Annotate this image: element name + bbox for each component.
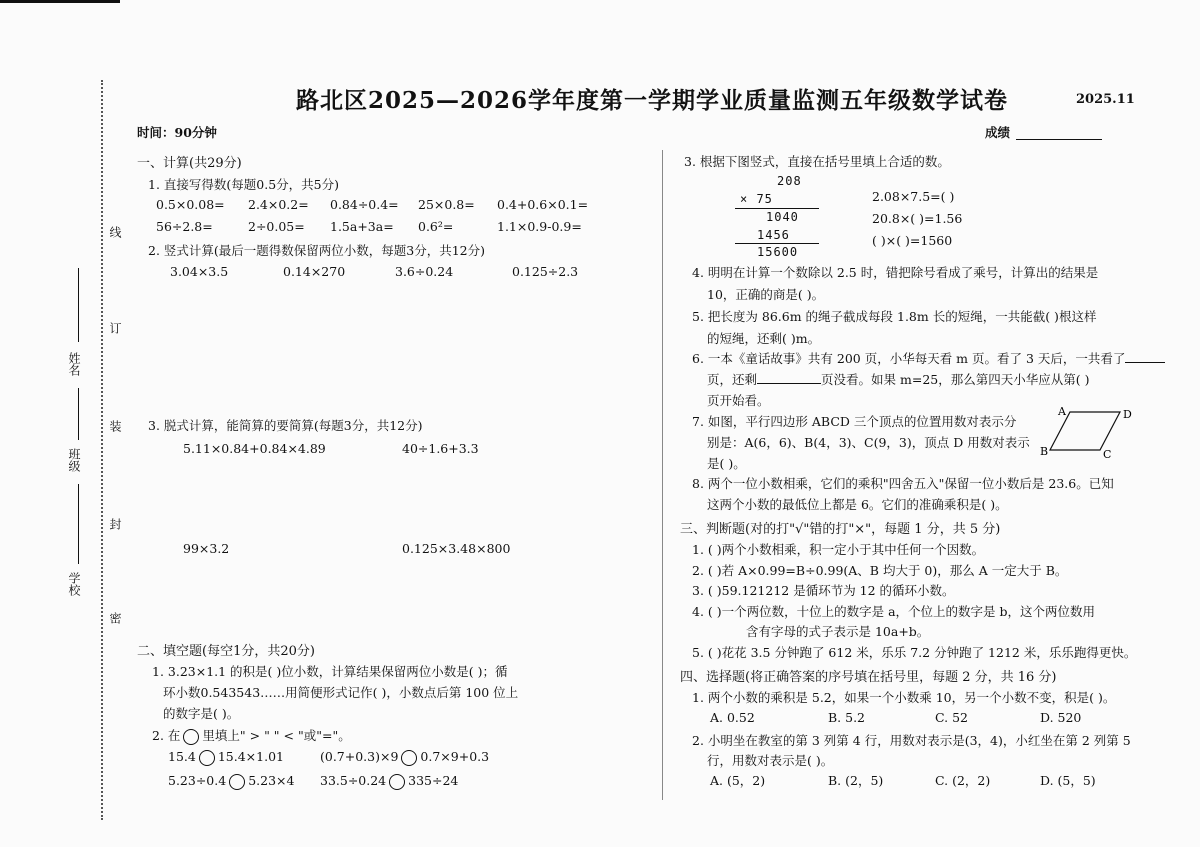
circle-icon xyxy=(183,729,199,745)
compare-left: (0.7+0.3)×9 xyxy=(320,749,399,764)
exam-date: 2025.11 xyxy=(1076,92,1135,107)
compare-circle[interactable] xyxy=(199,750,215,766)
judge-item: 3. ( )59.121212 是循环节为 12 的循环小数。 xyxy=(692,583,955,598)
compare-item xyxy=(320,773,458,790)
choice-q1: 1. 两个小数的乘积是 5.2，如果一个小数乘 10，另一个小数不变，积是( )。 xyxy=(692,690,1116,705)
r-q6-line3: 页开始看。 xyxy=(707,393,770,408)
q2-item: 0.14×270 xyxy=(283,264,346,279)
compare-circle[interactable] xyxy=(229,774,245,790)
seal-mark-feng: 封 xyxy=(108,518,122,530)
choice-option: A. (5，2) xyxy=(710,773,766,788)
seal-mark-xian: 线 xyxy=(108,226,122,238)
q2-item: 3.04×3.5 xyxy=(170,264,229,279)
r-q4-line1: 4. 明明在计算一个数除以 2.5 时，错把除号看成了乘号，计算出的结果是 xyxy=(692,265,1099,280)
vertical-calc-line: 1040 xyxy=(766,210,799,224)
fill-q1-line1: 1. 3.23×1.1 的积是( )位小数，计算结果保留两位小数是( )；循 xyxy=(152,664,508,679)
compare-item xyxy=(168,749,284,766)
r-q6-line1-text: 6. 一本《童话故事》共有 200 页，小华每天看 m 页。看了 3 天后，一共看了 xyxy=(692,351,1126,366)
score-label: 成绩 xyxy=(985,125,1011,140)
vertical-calc-line: 208 xyxy=(777,174,802,188)
class-blank[interactable] xyxy=(78,388,79,440)
section-3-heading: 三、判断题(对的打"√"错的打"×"，每题 1 分，共 5 分) xyxy=(680,522,1001,537)
q3-item: 40÷1.6+3.3 xyxy=(402,441,479,456)
r-q8-line1: 8. 两个一位小数相乘，它们的乘积"四舍五入"保留一位小数后是 23.6。已知 xyxy=(692,476,1114,491)
q1-item: 1.1×0.9-0.9= xyxy=(497,219,582,234)
r-q7-line3: 是( )。 xyxy=(707,456,746,471)
r-q3-answer: 20.8×( )=1.56 xyxy=(872,211,963,226)
r-q5-line2: 的短绳，还剩( )m。 xyxy=(707,331,821,346)
q3-item: 99×3.2 xyxy=(183,541,230,556)
q3-item: 0.125×3.48×800 xyxy=(402,541,511,556)
column-divider xyxy=(662,150,663,800)
q1-item: 0.84÷0.4= xyxy=(330,197,399,212)
vertex-label-b: B xyxy=(1040,445,1049,458)
compare-left: 5.23÷0.4 xyxy=(168,773,227,788)
judge-item-cont: 含有字母的式子表示是 10a+b。 xyxy=(746,624,930,639)
exam-title: 路北区2025—2026学年度第一学期学业质量监测五年级数学试卷 xyxy=(296,87,1009,114)
section-1-heading: 一、计算(共29分) xyxy=(137,156,242,171)
q1-item: 0.5×0.08= xyxy=(156,197,225,212)
compare-right: 0.7×9+0.3 xyxy=(420,749,490,764)
compare-right: 335÷24 xyxy=(408,773,459,788)
exam-time: 时间：90分钟 xyxy=(137,125,217,140)
judge-item: 4. ( )一个两位数，十位上的数字是 a，个位上的数字是 b，这个两位数用 xyxy=(692,604,1096,619)
parallelogram-figure xyxy=(1040,404,1140,460)
calc-rule xyxy=(735,208,819,209)
q1-item: 0.4+0.6×0.1= xyxy=(497,197,589,212)
r-q3-answer: ( )×( )=1560 xyxy=(872,233,953,248)
fill-q2-heading xyxy=(152,726,351,745)
q3-item: 5.11×0.84+0.84×4.89 xyxy=(183,441,326,456)
binding-dotted-line xyxy=(101,80,103,820)
r-q6-line2 xyxy=(707,370,1089,388)
choice-q2-line2: 行，用数对表示是( )。 xyxy=(707,753,834,768)
score-blank[interactable] xyxy=(1016,139,1102,140)
fill-q2-heading-text: 2. 在 xyxy=(152,728,181,743)
q1-item: 56÷2.8= xyxy=(156,219,213,234)
r-q3-answer: 2.08×7.5=( ) xyxy=(872,189,955,204)
seal-mark-ding: 订 xyxy=(108,322,122,334)
r-q5-line1: 5. 把长度为 86.6m 的绳子截成每段 1.8m 长的短绳，一共能截( )根这样 xyxy=(692,309,1097,324)
choice-option: C. (2，2) xyxy=(935,773,991,788)
choice-q2-line1: 2. 小明坐在教室的第 3 列第 4 行，用数对表示是(3，4)，小红坐在第 2 列第 5 xyxy=(692,733,1131,748)
compare-left: 15.4 xyxy=(168,749,196,764)
compare-right: 15.4×1.01 xyxy=(217,749,284,764)
name-blank[interactable] xyxy=(78,268,79,342)
vertex-label-c: C xyxy=(1103,448,1112,460)
compare-right: 5.23×4 xyxy=(248,773,295,788)
top-edge-line xyxy=(0,0,120,3)
r-q3-heading: 3. 根据下图竖式，直接在括号里填上合适的数。 xyxy=(684,154,950,169)
vertical-calc-line: × 75 xyxy=(740,192,773,206)
calc-rule xyxy=(735,243,819,244)
compare-item xyxy=(320,749,489,766)
school-label: 学校 xyxy=(67,572,81,596)
r-q6-blank[interactable] xyxy=(1125,362,1165,363)
fill-q2-heading-text2: 里填上" > " " < "或"="。 xyxy=(202,728,351,743)
vertical-calc-line: 1456 xyxy=(757,228,790,242)
q1-item: 2.4×0.2= xyxy=(248,197,309,212)
compare-circle[interactable] xyxy=(401,750,417,766)
choice-option: D. (5，5) xyxy=(1040,773,1096,788)
q1-item: 0.6²= xyxy=(418,219,454,234)
q3-heading: 3. 脱式计算，能简算的要简算(每题3分，共12分) xyxy=(148,418,423,433)
choice-option: D. 520 xyxy=(1040,710,1082,725)
vertex-label-d: D xyxy=(1123,408,1132,421)
judge-item: 1. ( )两个小数相乘，积一定小于其中任何一个因数。 xyxy=(692,542,985,557)
q2-item: 3.6÷0.24 xyxy=(395,264,454,279)
class-label: 班级 xyxy=(67,448,81,472)
choice-option: A. 0.52 xyxy=(710,710,755,725)
q1-item: 1.5a+3a= xyxy=(330,219,394,234)
name-label: 姓名 xyxy=(67,352,81,376)
r-q6-line1 xyxy=(692,349,1165,367)
q2-item: 0.125÷2.3 xyxy=(512,264,579,279)
r-q6-line2-text: 页，还剩 xyxy=(707,372,758,387)
judge-item: 2. ( )若 A×0.99=B÷0.99(A、B 均大于 0)，那么 A 一定大于 B。 xyxy=(692,563,1068,578)
compare-item xyxy=(168,773,294,790)
r-q6-line2-text2: 页没看。如果 m=25，那么第四天小华应从第( ) xyxy=(821,372,1090,387)
r-q7-line2: 别是：A(6，6)、B(4，3)、C(9，3)，顶点 D 用数对表示 xyxy=(707,435,1030,450)
compare-left: 33.5÷0.24 xyxy=(320,773,387,788)
school-blank[interactable] xyxy=(78,484,79,564)
section-2-heading: 二、填空题(每空1分，共20分) xyxy=(137,644,315,659)
q1-heading: 1. 直接写得数(每题0.5分，共5分) xyxy=(148,177,339,192)
judge-item: 5. ( )花花 3.5 分钟跑了 612 米，乐乐 7.2 分钟跑了 1212 米，乐乐跑得更快。 xyxy=(692,645,1137,660)
seal-mark-zhuang: 装 xyxy=(108,420,122,432)
fill-q1-line2: 环小数0.543543……用简便形式记作( )，小数点后第 100 位上 xyxy=(163,685,519,700)
r-q6-blank[interactable] xyxy=(757,383,821,384)
choice-option: B. 5.2 xyxy=(828,710,866,725)
choice-option: B. (2，5) xyxy=(828,773,884,788)
compare-circle[interactable] xyxy=(389,774,405,790)
seal-mark-mi: 密 xyxy=(108,612,122,624)
q1-item: 25×0.8= xyxy=(418,197,475,212)
r-q4-line2: 10，正确的商是( )。 xyxy=(707,287,825,302)
vertex-label-a: A xyxy=(1058,405,1066,418)
section-4-heading: 四、选择题(将正确答案的序号填在括号里，每题 2 分，共 16 分) xyxy=(680,670,1057,685)
q2-heading: 2. 竖式计算(最后一题得数保留两位小数，每题3分，共12分) xyxy=(148,243,486,258)
q1-item: 2÷0.05= xyxy=(248,219,305,234)
vertical-calc-line: 15600 xyxy=(757,245,799,259)
r-q8-line2: 这两个小数的最低位上都是 6。它们的准确乘积是( )。 xyxy=(707,497,1008,512)
r-q7-line1: 7. 如图，平行四边形 ABCD 三个顶点的位置用数对表示分 xyxy=(692,414,1017,429)
choice-option: C. 52 xyxy=(935,710,968,725)
fill-q1-line3: 的数字是( )。 xyxy=(163,706,240,721)
